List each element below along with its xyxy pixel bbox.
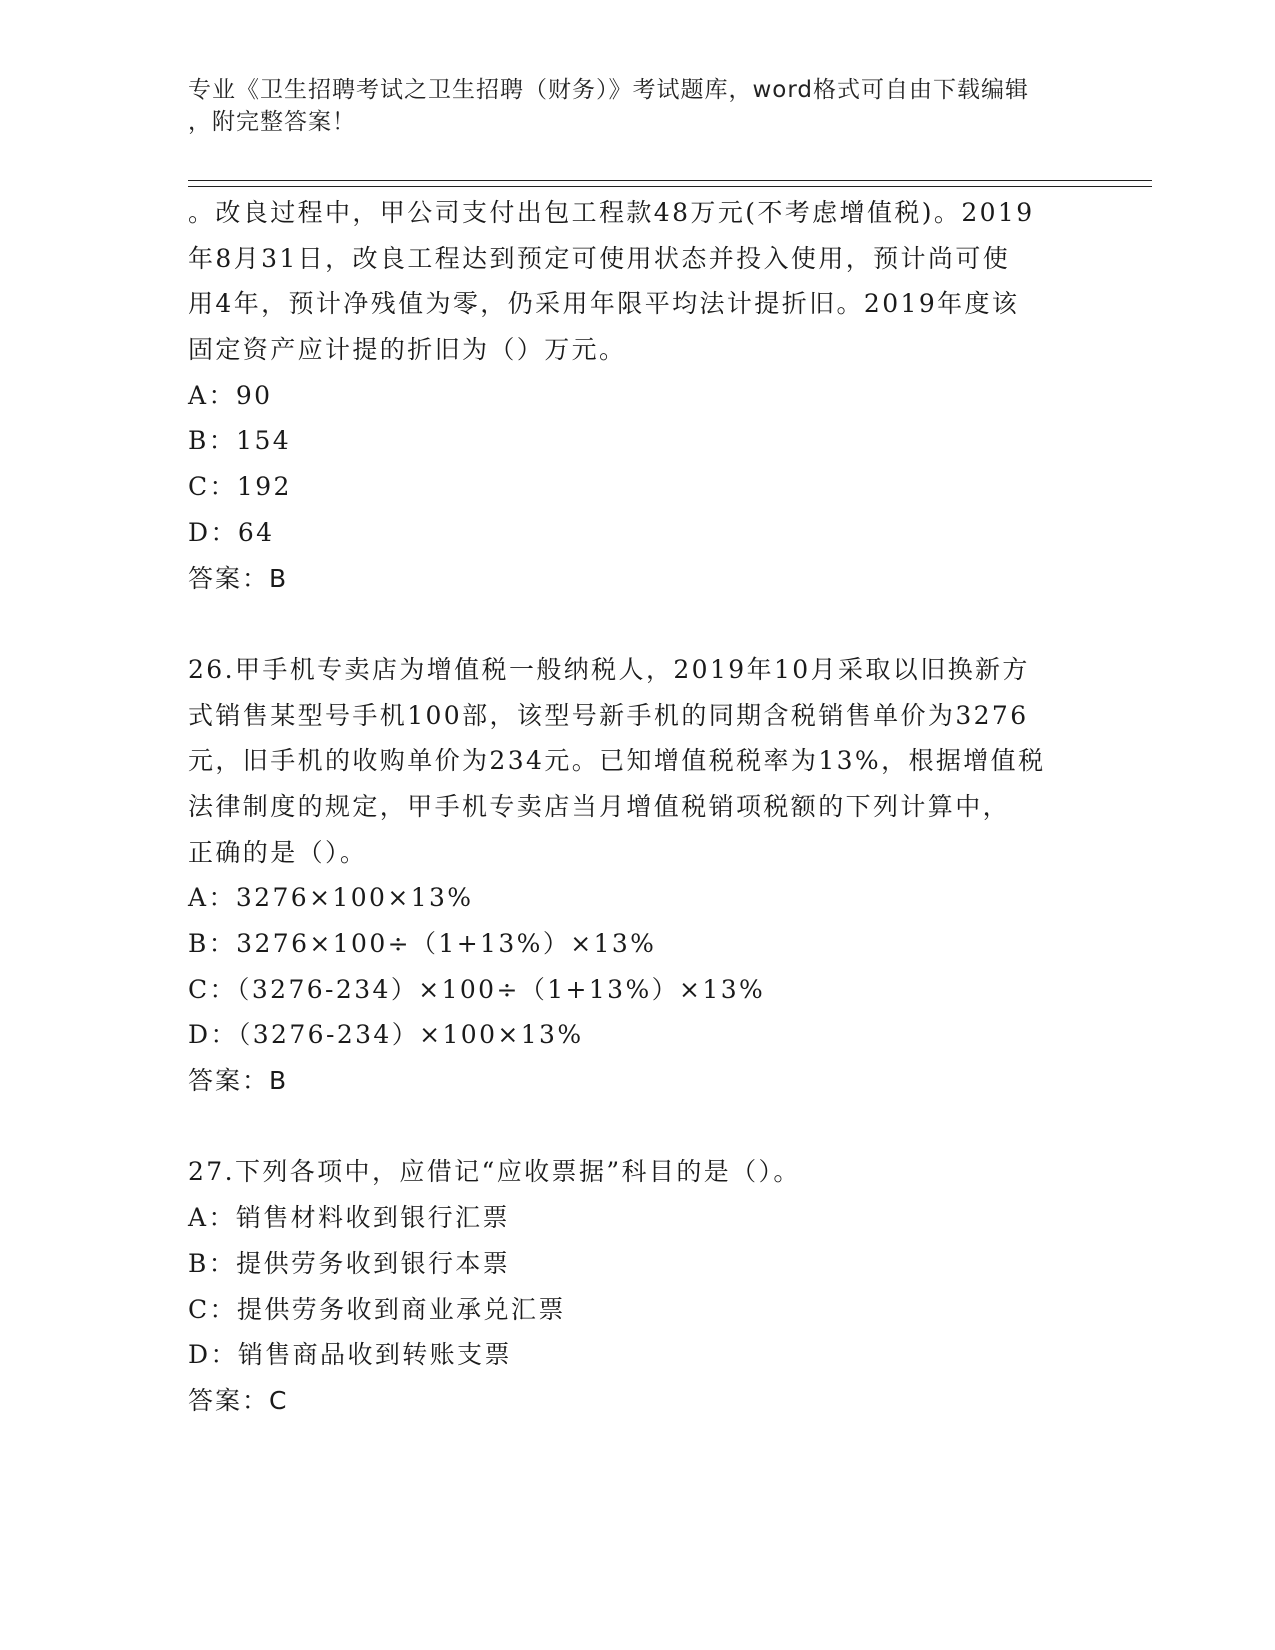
question-25 [188, 190, 1088, 601]
option-d: D：（3276-234）×100×13% [188, 1020, 584, 1050]
question-stem-line: 27.下列各项中，应借记“应收票据”科目的是（）。 [188, 1157, 801, 1187]
option-c: C：提供劳务收到商业承兑汇票 [188, 1294, 566, 1324]
spacer [188, 601, 1088, 647]
answer-line: 答案：B [188, 563, 289, 593]
header-line-2: ，附完整答案！ [188, 109, 356, 135]
option-b: B：3276×100÷（1+13%）×13% [188, 929, 657, 958]
option-d: D：销售商品收到转账支票 [188, 1340, 512, 1370]
question-stem-line: 26.甲手机专卖店为增值税一般纳税人，2019年10月采取以旧换新方 [188, 654, 1030, 684]
option-c: C：192 [188, 472, 292, 502]
option-c: C：（3276-234）×100÷（1+13%）×13% [188, 974, 766, 1004]
option-a: A：3276×100×13% [188, 883, 474, 913]
question-stem-line: 。改良过程中，甲公司支付出包工程款48万元(不考虑增值税)。2019 [188, 198, 1035, 227]
question-list [188, 190, 1088, 1424]
option-d: D：64 [188, 517, 275, 547]
question-stem-line: 年8月31日，改良工程达到预定可使用状态并投入使用，预计尚可使 [188, 243, 1011, 273]
document-header [188, 74, 1068, 138]
question-stem-line: 法律制度的规定，甲手机专卖店当月增值税销项税额的下列计算中， [188, 791, 1011, 821]
question-stem-line: 固定资产应计提的折旧为（）万元。 [188, 335, 627, 365]
option-b: B：提供劳务收到银行本票 [188, 1248, 511, 1278]
spacer [188, 1104, 1088, 1150]
header-divider-top [188, 180, 1152, 181]
question-26 [188, 647, 1088, 1104]
answer-line: 答案：C [188, 1385, 289, 1415]
header-line-1: 专业《卫生招聘考试之卫生招聘（财务）》考试题库，word格式可自由下载编辑 [188, 77, 1030, 103]
option-b: B：154 [188, 426, 292, 456]
question-stem-line: 式销售某型号手机100部，该型号新手机的同期含税销售单价为3276 [188, 700, 1029, 730]
option-a: A：90 [188, 380, 273, 410]
option-a: A：销售材料收到银行汇票 [188, 1203, 510, 1233]
question-stem-line: 用4年，预计净残值为零，仍采用年限平均法计提折旧。2019年度该 [188, 289, 1020, 319]
question-stem-line: 元，旧手机的收购单价为234元。已知增值税税率为13%，根据增值税 [188, 746, 1046, 776]
answer-line: 答案：B [188, 1066, 289, 1096]
header-divider-bottom [188, 186, 1152, 187]
question-27 [188, 1149, 1088, 1423]
question-stem-line: 正确的是（）。 [188, 837, 368, 867]
